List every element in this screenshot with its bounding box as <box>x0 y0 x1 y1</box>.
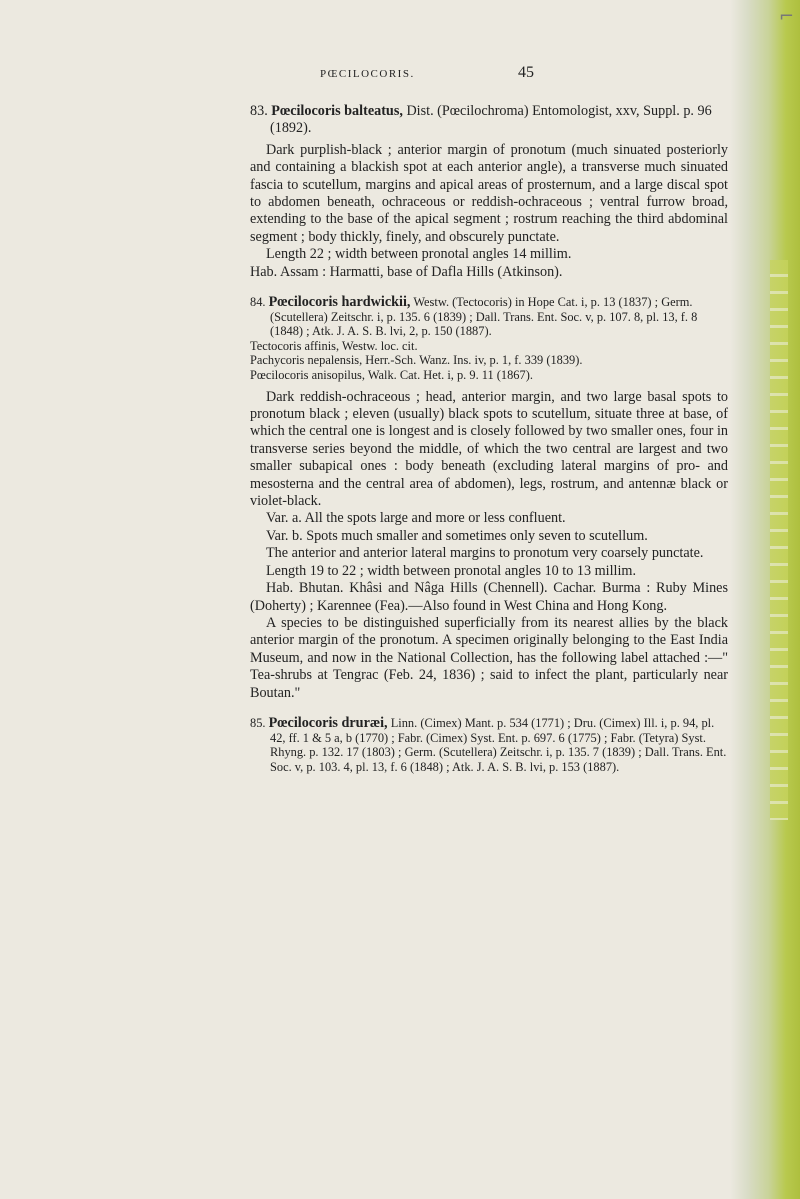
entry-number: 83. <box>250 103 268 119</box>
habitat: Hab. Assam : Harmatti, base of Dafla Hills (Atkinson). <box>250 263 563 280</box>
entry-number: 85. <box>250 715 266 730</box>
description: Dark reddish-ochraceous ; head, anterior margin, and two large basal spots to pronotum black ; eleven (usually) black spots to scutellum, situate three at base, of which the central one is longest and is closely followed by two smaller ones, four in transverse series beyond the middle, of which the two central are largest and two smaller subapical ones : body beneath (excluding lateral margins of pro- and mesosterna and the central area of abdomen), legs, rostrum, and antennæ black or violet-black. <box>250 388 728 510</box>
synonym: Tectocoris affinis, Westw. loc. cit. <box>250 338 418 353</box>
page-body <box>250 103 728 788</box>
variety-b: Var. b. Spots much smaller and sometimes only seven to scutellum. <box>266 527 648 544</box>
species-citation: Linn. (Cimex) Mant. p. 534 (1771) ; Dru. (Cimex) Ill. i, p. 94, pl. 42, ff. 1 & 5 a, b (1770) ; Fabr. (Cimex) Syst. Ent. p. 697. 6 (1775) ; Fabr. (Tetyra) Syst. Rhyng. p. 132. 17 (1803) ; Germ. (Scutellera) Zeitschr. i, p. 135. 7 (1839) ; Dall. Trans. Ent. Soc. v, p. 103. 4, pl. 13, f. 6 (1848) ; Atk. J. A. S. B. lvi, p. 153 (1887). <box>270 715 727 774</box>
running-head: PŒCILOCORIS. <box>320 68 415 80</box>
synonym: Pachycoris nepalensis, Herr.-Sch. Wanz. Ins. iv, p. 1, f. 339 (1839). <box>250 353 583 368</box>
entry-number: 84. <box>250 295 266 310</box>
corner-mark: ⌐ <box>778 6 794 27</box>
punctation-note: The anterior and anterior lateral margins to pronotum very coarsely punctate. <box>266 545 704 562</box>
species-entry-85 <box>250 716 728 774</box>
species-name: Pœcilocoris balteatus, <box>271 103 403 119</box>
variety-a: Var. a. All the spots large and more or less confluent. <box>266 510 566 527</box>
species-heading <box>250 294 728 339</box>
synonymy-block <box>250 716 728 774</box>
synonym: Pœcilocoris anisopilus, Walk. Cat. Het. i, p. 9. 11 (1867). <box>250 368 533 383</box>
species-heading <box>250 103 728 138</box>
species-name: Pœcilocoris druræi, <box>268 714 388 731</box>
measurement: Length 22 ; width between pronotal angles 14 millim. <box>266 246 572 263</box>
remarks: A species to be distinguished superficially from its nearest allies by the black anterior margin of the pronotum. A specimen originally belonging to the East India Museum, and now in the National Collection, has the following label attached :—" Tea-shrubs at Tengrac (Feb. 24, 1836) ; said to infect the plant, particularly near Boutan." <box>250 614 728 701</box>
species-name: Pœcilocoris hardwickii, <box>268 294 411 311</box>
measurement: Length 19 to 22 ; width between pronotal angles 10 to 13 millim. <box>266 562 637 579</box>
species-entry-83 <box>250 103 728 281</box>
species-citation: Dist. (Pœcilochroma) Entomologist, xxv, Suppl. p. 96 (1892). <box>270 103 712 137</box>
species-entry-84 <box>250 295 728 702</box>
synonymy-block <box>250 295 728 383</box>
page-number: 45 <box>518 64 534 81</box>
species-heading <box>250 714 728 774</box>
page-header <box>0 64 760 92</box>
habitat: Hab. Bhutan. Khâsi and Nâga Hills (Chennell). Cachar. Burma : Ruby Mines (Doherty) ; Karennee (Fea).—Also found in West China and Hong Kong. <box>250 580 728 614</box>
page-edge-shadow <box>730 0 800 1199</box>
description: Dark purplish-black ; anterior margin of pronotum (much sinuated posteriorly and containing a blackish spot at each anterior angle), a transverse much sinuated fascia to scutellum, margins and apical areas of prosternum, and a large discal spot to abdomen beneath, ochraceous or reddish-ochraceous ; ventral furrow broad, extending to the base of the apical segment ; rostrum reaching the third abdominal segment ; body thickly, finely, and obscurely punctate. <box>250 141 728 245</box>
page-edge-strip <box>770 260 788 820</box>
species-citation: Westw. (Tectocoris) in Hope Cat. i, p. 13 (1837) ; Germ. (Scutellera) Zeitschr. i, p. 135. 6 (1839) ; Dall. Trans. Ent. Soc. v, p. 107. 8, pl. 13, f. 8 (1848) ; Atk. J. A. S. B. lvi, 2, p. 150 (1887). <box>270 295 698 339</box>
